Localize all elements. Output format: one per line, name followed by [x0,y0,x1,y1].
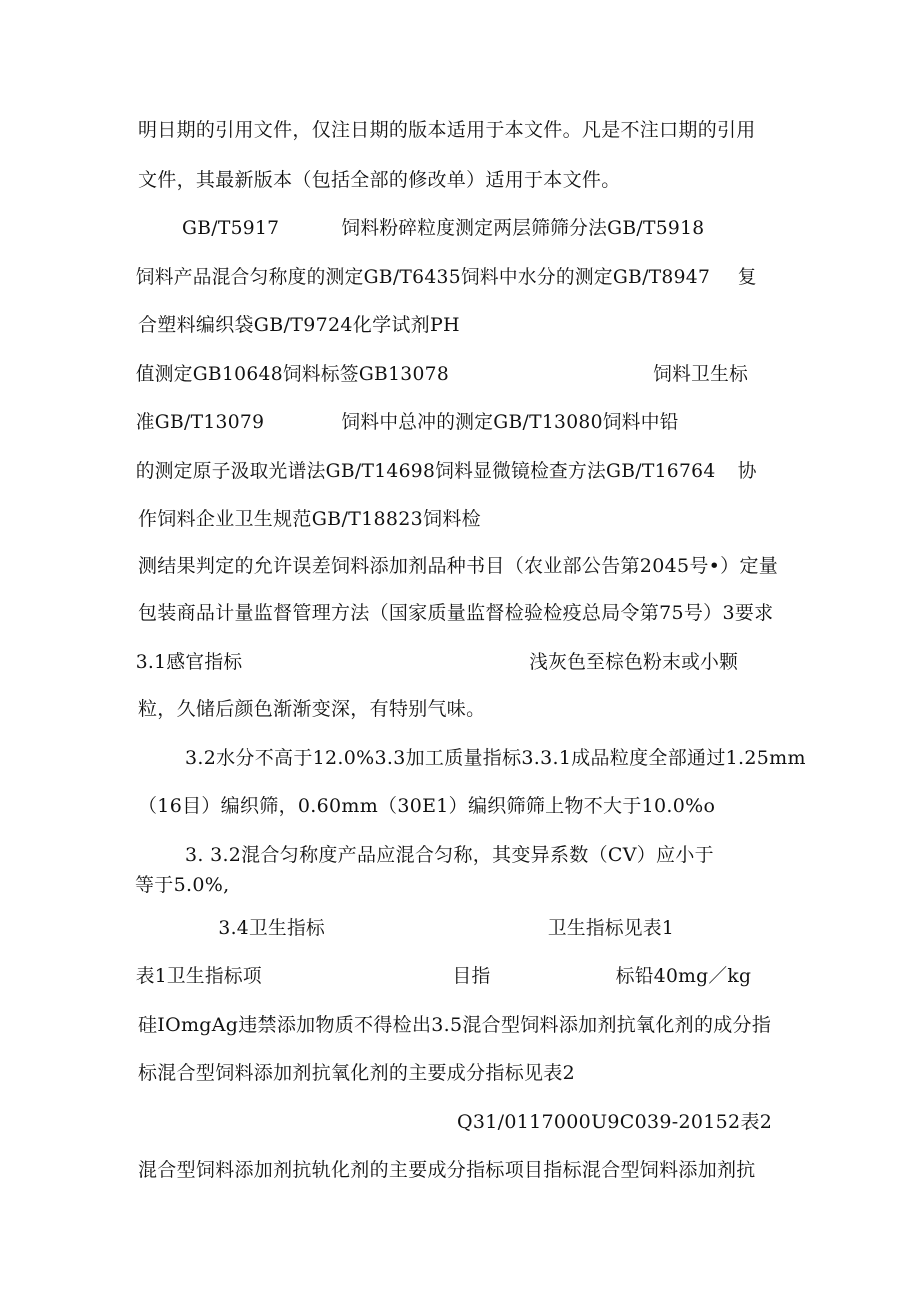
text-segment: 卫生指标见表1 [547,917,675,939]
text-segment: 硅IOmgAg违禁添加物质不得检出3.5混合型饲料添加剂抗氧化剂的成分指 [138,1014,772,1036]
text-segment: 文件，其最新版本（包括全部的修改单）适用于本文件。 [138,169,621,191]
text-segment: 测结果判定的允许误差饲料添加剂品种书目（农业部公告第2045号•）定量 [138,555,779,577]
text-line-14 [185,746,806,770]
text-line-15 [138,794,715,818]
text-segment: 作饲料企业卫生规范GB/T18823饲料检 [138,508,481,530]
text-segment: 的测定原子汲取光谱法GB/T14698饲料显微镜检查方法GB/T16764 [135,460,716,482]
text-segment: 包装商品计量监督管理方法（国家质量监督检验检疫总局令第75号）3要求 [138,602,774,624]
text-segment: 浅灰色至棕色粉末或小颗 [529,651,739,673]
text-line-1 [138,118,756,142]
section-heading: 3.4卫生指标 [218,917,325,939]
text-segment: 饲料中总冲的测定GB/T13080饲料中铅 [341,411,679,433]
text-line-23 [138,1158,756,1182]
text-line-5 [138,313,460,337]
text-segment: 标铅40mg／kg [615,965,752,987]
text-line-17 [135,873,229,897]
text-segment: 目指 [452,965,491,987]
text-line-9 [138,507,481,531]
text-line-11 [138,601,773,625]
text-line-2 [138,168,621,192]
text-segment: 3. 3.2混合匀称度产品应混合匀称，其变异系数（CV）应小于 [185,844,714,866]
text-line-13 [138,697,485,721]
text-segment: 饲料产品混合匀称度的测定GB/T6435饲料中水分的测定GB/T8947 [135,266,711,288]
text-segment: 协 [737,460,757,482]
text-segment: 明日期的引用文件，仅注日期的版本适用于本文件。凡是不注口期的引用 [138,119,756,141]
document-code: Q31/0117000U9C039-20152表2 [457,1111,773,1133]
text-line-21 [138,1061,575,1085]
text-segment: 表1卫生指标项 [135,965,262,987]
standard-code: GB/T5917 [181,217,280,239]
text-line-20 [138,1013,771,1037]
text-segment: 饲料粉碎粒度测定两层筛筛分法GB/T5918 [341,217,705,239]
text-segment: 粒，久储后颜色渐渐变深，有特别气味。 [138,698,486,720]
text-segment: 标混合型饲料添加剂抗氧化剂的主要成分指标见表2 [138,1062,575,1084]
text-segment: 饲料卫生标 [653,363,749,385]
text-segment: （16目）编织筛，0.60mm（30E1）编织筛筛上物不大于10.0%o [138,795,716,817]
text-segment: 等于5.0%, [135,874,230,896]
text-segment: 3.2水分不高于12.0%3.3加工质量指标3.3.1成品粒度全部通过1.25mm [185,747,806,769]
text-line-16 [185,843,714,867]
text-segment: 准GB/T13079 [135,411,265,433]
text-segment: 混合型饲料添加剂抗轨化剂的主要成分指标项目指标混合型饲料添加剂抗 [138,1159,756,1181]
text-segment: 复 [737,266,757,288]
section-heading: 3.1感官指标 [135,651,243,673]
text-line-22 [457,1110,772,1134]
text-line-10 [138,554,778,578]
text-segment: 合塑料编织袋GB/T9724化学试剂PH [138,314,460,336]
text-segment: 值测定GB10648饲料标签GB13078 [135,363,450,385]
